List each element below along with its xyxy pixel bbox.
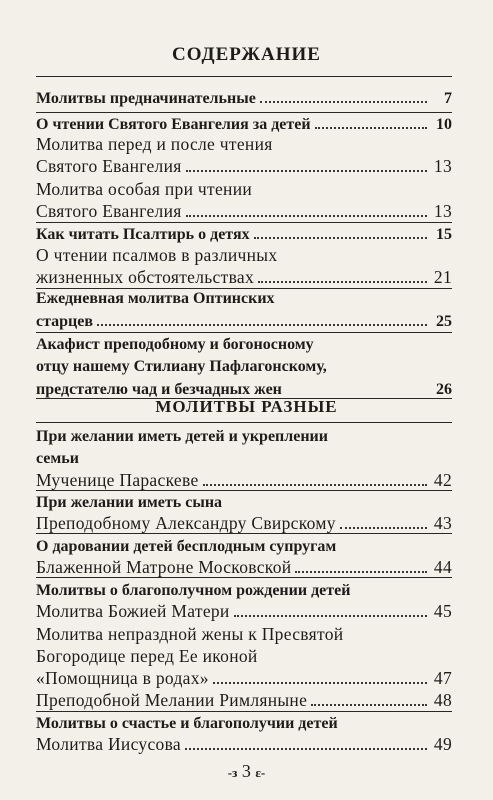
page-title: СОДЕРЖАНИЕ	[172, 44, 321, 65]
toc-entry-line	[36, 153, 452, 177]
leader-dots	[258, 281, 427, 283]
leader-dots	[203, 484, 427, 486]
page-number: 42	[433, 470, 452, 490]
leader-dots	[311, 704, 427, 706]
leader-dots	[340, 527, 427, 529]
toc-entry-line	[36, 242, 452, 266]
entry-text: При желании иметь детей и укреплении	[36, 428, 328, 445]
leader-dots	[97, 324, 427, 326]
toc-entry-line	[36, 352, 452, 376]
toc-entry-line	[36, 621, 452, 645]
leader-dots	[254, 237, 427, 239]
page-number: 10	[436, 116, 452, 133]
leader-dots	[186, 170, 427, 172]
entry-text: Молитвы о счастье и благополучии детей	[36, 715, 338, 732]
entry-text: семьи	[36, 450, 79, 467]
entry-text: Молитва перед и после чтения	[36, 134, 273, 154]
entry-text: Святого Евангелия	[36, 201, 182, 221]
folio-ornament-right: ε-	[255, 765, 266, 780]
leader-dots	[315, 127, 427, 129]
toc-entry-line	[36, 375, 452, 399]
leader-dots	[234, 615, 427, 617]
page-number: 13	[433, 156, 452, 176]
toc-entry-son	[36, 488, 452, 512]
toc-entry-children-family	[36, 422, 452, 446]
toc-entry-line	[36, 131, 452, 155]
folio-ornament-left: -з	[227, 765, 238, 780]
toc-entry-optina	[36, 284, 452, 308]
page-folio	[0, 761, 493, 782]
page-number: 44	[433, 557, 452, 577]
toc-entry-line	[36, 598, 452, 622]
toc-entry-line	[36, 687, 452, 711]
toc-entry-line	[36, 307, 452, 331]
page-number: 48	[433, 690, 452, 710]
leader-dots	[260, 101, 427, 103]
entry-text: Молитва непраздной жены к Пресвятой	[36, 624, 344, 644]
entry-text: Как читать Псалтирь о детях	[36, 226, 250, 243]
leader-dots	[185, 748, 427, 750]
toc-entry-line	[36, 665, 452, 689]
page-number: 47	[433, 668, 452, 688]
leader-dots	[295, 571, 427, 573]
entry-text: Молитва Иисусова	[36, 734, 181, 754]
entry-text: Молитвы о благополучном рождении детей	[36, 582, 351, 599]
section-title: МОЛИТВЫ РАЗНЫЕ	[155, 397, 338, 416]
toc-entry-akathist	[36, 330, 452, 354]
toc-entry-line	[36, 444, 452, 468]
divider	[36, 76, 452, 77]
entry-text: предстателю чад и безчадных жен	[36, 381, 282, 398]
toc-entry-line	[36, 176, 452, 200]
entry-text: Преподобной Мелании Римляныне	[36, 690, 308, 710]
entry-text: При желании иметь сына	[36, 494, 223, 511]
folio-number: 3	[241, 761, 251, 781]
entry-text: Молитва Божией Матери	[36, 601, 230, 621]
entry-text: Богородице перед Ее иконой	[36, 646, 258, 666]
page-number: 26	[436, 381, 452, 398]
leader-dots	[213, 682, 427, 684]
toc-entry-line	[36, 198, 452, 222]
toc-entry-birth	[36, 576, 452, 600]
toc-entry-line	[36, 643, 452, 667]
entry-text: жизненных обстоятельствах	[36, 267, 255, 287]
entry-text: Акафист преподобному и богоносному	[36, 336, 314, 353]
toc-entry-line	[36, 510, 452, 534]
entry-text: отцу нашему Стилиану Пафлагонскому,	[36, 358, 327, 375]
toc-entry-line	[36, 731, 452, 755]
page-number: 25	[436, 313, 452, 330]
entry-text: Мученице Параскеве	[36, 470, 199, 490]
leader-dots	[186, 215, 427, 217]
entry-text: Святого Евангелия	[36, 156, 182, 176]
entry-text: «Помощница в родах»	[36, 668, 209, 688]
entry-text: Преподобному Александру Свирскому	[36, 513, 336, 533]
page-number: 13	[433, 201, 452, 221]
entry-text: Блаженной Матроне Московской	[36, 557, 292, 577]
entry-text: Молитва особая при чтении	[36, 179, 253, 199]
toc-entry-happiness	[36, 709, 452, 733]
entry-text: О даровании детей бесплодным супругам	[36, 538, 337, 555]
toc-entry-childless	[36, 532, 452, 556]
entry-text: Ежедневная молитва Оптинских	[36, 290, 275, 307]
toc-entry-line	[36, 554, 452, 578]
page-number: 43	[433, 513, 452, 533]
entry-text: старцев	[36, 313, 94, 330]
page-number: 45	[433, 601, 452, 621]
page-number: 15	[436, 226, 452, 243]
page-number: 7	[444, 90, 452, 107]
toc-entry-preliminary-prayers	[36, 84, 452, 108]
page-number: 21	[433, 267, 452, 287]
entry-text: Молитвы предначинательные	[36, 90, 256, 107]
toc-entry-psalter	[36, 220, 452, 244]
page-number: 49	[433, 734, 452, 754]
entry-text: О чтении псалмов в различных	[36, 245, 278, 265]
entry-text: О чтении Святого Евангелия за детей	[36, 116, 311, 133]
